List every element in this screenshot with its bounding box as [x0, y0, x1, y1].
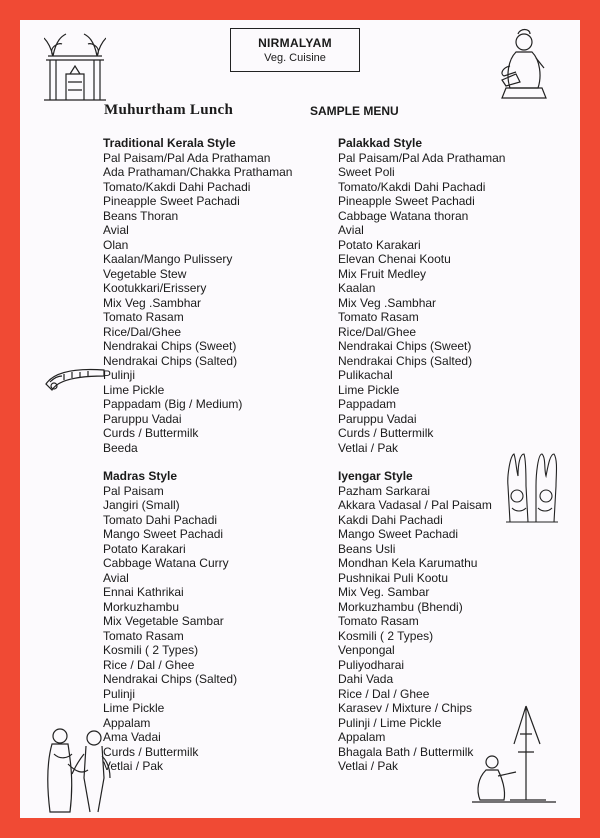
brand-box	[230, 28, 360, 72]
menu-item: Pulikachal	[338, 368, 393, 382]
menu-item: Pappadam	[338, 397, 397, 411]
menu-item: Beeda	[103, 440, 138, 455]
menu-item: Mango Sweet Pachadi	[338, 527, 459, 541]
menu-item: Lime Pickle	[103, 701, 165, 715]
menu-item: Lime Pickle	[103, 382, 165, 397]
brand-name: NIRMALYAM	[258, 36, 332, 50]
menu-item: Sweet Poli	[338, 165, 395, 179]
menu-item: Pappadam (Big / Medium)	[103, 397, 243, 411]
menu-item: Pal Paisam/Pal Ada Prathaman	[103, 150, 271, 165]
menu-item: Avial	[103, 570, 129, 585]
menu-item: Vegetable Stew	[103, 266, 187, 281]
menu-item: Mondhan Kela Karumathu	[338, 556, 478, 570]
menu-item: Paruppu Vadai	[103, 411, 182, 426]
menu-item: Tomato Rasam	[338, 614, 419, 628]
menu-item: Mix Vegetable Sambar	[103, 614, 224, 628]
menu-item: Avial	[103, 223, 129, 237]
menu-item: Nendrakai Chips (Salted)	[338, 353, 473, 368]
menu-item: Kakdi Dahi Pachadi	[338, 512, 443, 527]
menu-item: Pazham Sarkarai	[338, 483, 431, 498]
menu-item: Mix Veg .Sambhar	[338, 295, 437, 310]
menu-item: Rice/Dal/Ghee	[103, 324, 182, 339]
menu-item: Ennai Kathrikai	[103, 585, 184, 599]
menu-item: Venpongal	[338, 643, 395, 657]
menu-item: Vetlai / Pak	[338, 440, 399, 455]
iyengar-section	[338, 469, 568, 774]
menu-item: Curds / Buttermilk	[103, 744, 199, 759]
menu-item: Mix Veg .Sambhar	[103, 295, 202, 310]
menu-item: Nendrakai Chips (Salted)	[103, 353, 238, 368]
menu-item: Tomato Rasam	[103, 310, 184, 324]
menu-item: Pulinji / Lime Pickle	[338, 715, 442, 730]
kerala-section	[103, 136, 333, 455]
menu-item: Appalam	[103, 715, 151, 730]
menu-item: Pulinji	[103, 686, 136, 701]
palakkad-section	[338, 136, 568, 455]
menu-item: Kosmili ( 2 Types)	[103, 643, 199, 657]
menu-item: Rice / Dal / Ghee	[338, 686, 430, 701]
menu-item: Tomato Dahi Pachadi	[103, 512, 218, 527]
menu-item: Dahi Vada	[338, 672, 394, 686]
menu-item: Curds / Buttermilk	[338, 426, 434, 440]
temple-sketch-icon	[44, 30, 106, 102]
menu-item: Rice/Dal/Ghee	[338, 324, 417, 339]
menu-item: Kootukkari/Erissery	[103, 281, 207, 295]
menu-item: Bhagala Bath / Buttermilk	[338, 744, 474, 759]
menu-item: Morkuzhambu	[103, 599, 180, 614]
menu-item: Mango Sweet Pachadi	[103, 527, 224, 541]
menu-item: Appalam	[338, 730, 386, 744]
menu-item: Akkara Vadasal / Pal Paisam	[338, 498, 492, 512]
section-title: Iyengar Style	[338, 469, 413, 483]
menu-item: Mix Fruit Medley	[338, 266, 427, 281]
menu-item: Tomato/Kakdi Dahi Pachadi	[338, 179, 486, 194]
sample-menu-heading: SAMPLE MENU	[310, 104, 399, 118]
menu-item: Paruppu Vadai	[338, 411, 417, 426]
menu-item: Jangiri (Small)	[103, 498, 180, 512]
menu-item: Ada Prathaman/Chakka Prathaman	[103, 165, 293, 179]
menu-item: Potato Karakari	[338, 237, 421, 252]
menu-item: Vetlai / Pak	[338, 759, 399, 773]
menu-item: Kosmili ( 2 Types)	[338, 628, 434, 643]
lunch-heading: Muhurtham Lunch	[104, 102, 234, 118]
priest-sketch-icon	[496, 28, 552, 102]
menu-item: Cabbage Watana thoran	[338, 208, 469, 223]
menu-item: Mix Veg. Sambar	[338, 585, 430, 599]
menu-item: Beans Thoran	[103, 208, 179, 223]
menu-item: Vetlai / Pak	[103, 759, 164, 773]
menu-item: Rice / Dal / Ghee	[103, 657, 195, 672]
menu-item: Avial	[338, 223, 364, 237]
menu-item: Pineapple Sweet Pachadi	[338, 194, 475, 208]
menu-item: Morkuzhambu (Bhendi)	[338, 599, 463, 614]
menu-item: Beans Usli	[338, 541, 396, 556]
menu-item: Pal Paisam/Pal Ada Prathaman	[338, 150, 506, 165]
menu-item: Kaalan	[338, 281, 376, 295]
menu-item: Pineapple Sweet Pachadi	[103, 194, 240, 208]
menu-item: Tomato Rasam	[338, 310, 419, 324]
section-title: Traditional Kerala Style	[103, 136, 236, 150]
menu-item: Puliyodharai	[338, 657, 405, 672]
menu-item: Pushnikai Puli Kootu	[338, 570, 449, 585]
menu-item: Pal Paisam	[103, 483, 164, 498]
menu-item: Tomato Rasam	[103, 628, 184, 643]
section-title: Madras Style	[103, 469, 178, 483]
menu-item: Kaalan/Mango Pulissery	[103, 252, 233, 266]
menu-item: Pulinji	[103, 368, 136, 382]
nadaswaram-sketch-icon	[44, 362, 108, 392]
menu-item: Cabbage Watana Curry	[103, 556, 229, 570]
menu-item: Olan	[103, 237, 129, 252]
menu-item: Potato Karakari	[103, 541, 186, 556]
menu-item: Ama Vadai	[103, 730, 161, 744]
madras-section	[103, 469, 333, 774]
section-title: Palakkad Style	[338, 136, 423, 150]
brand-subtitle: Veg. Cuisine	[264, 52, 326, 64]
menu-item: Elevan Chenai Kootu	[338, 252, 451, 266]
menu-item: Curds / Buttermilk	[103, 426, 199, 440]
menu-item: Nendrakai Chips (Sweet)	[103, 339, 237, 353]
menu-item: Nendrakai Chips (Sweet)	[338, 339, 472, 353]
menu-item: Lime Pickle	[338, 382, 400, 397]
menu-item: Nendrakai Chips (Salted)	[103, 672, 238, 686]
menu-item: Tomato/Kakdi Dahi Pachadi	[103, 179, 251, 194]
menu-item: Karasev / Mixture / Chips	[338, 701, 473, 715]
